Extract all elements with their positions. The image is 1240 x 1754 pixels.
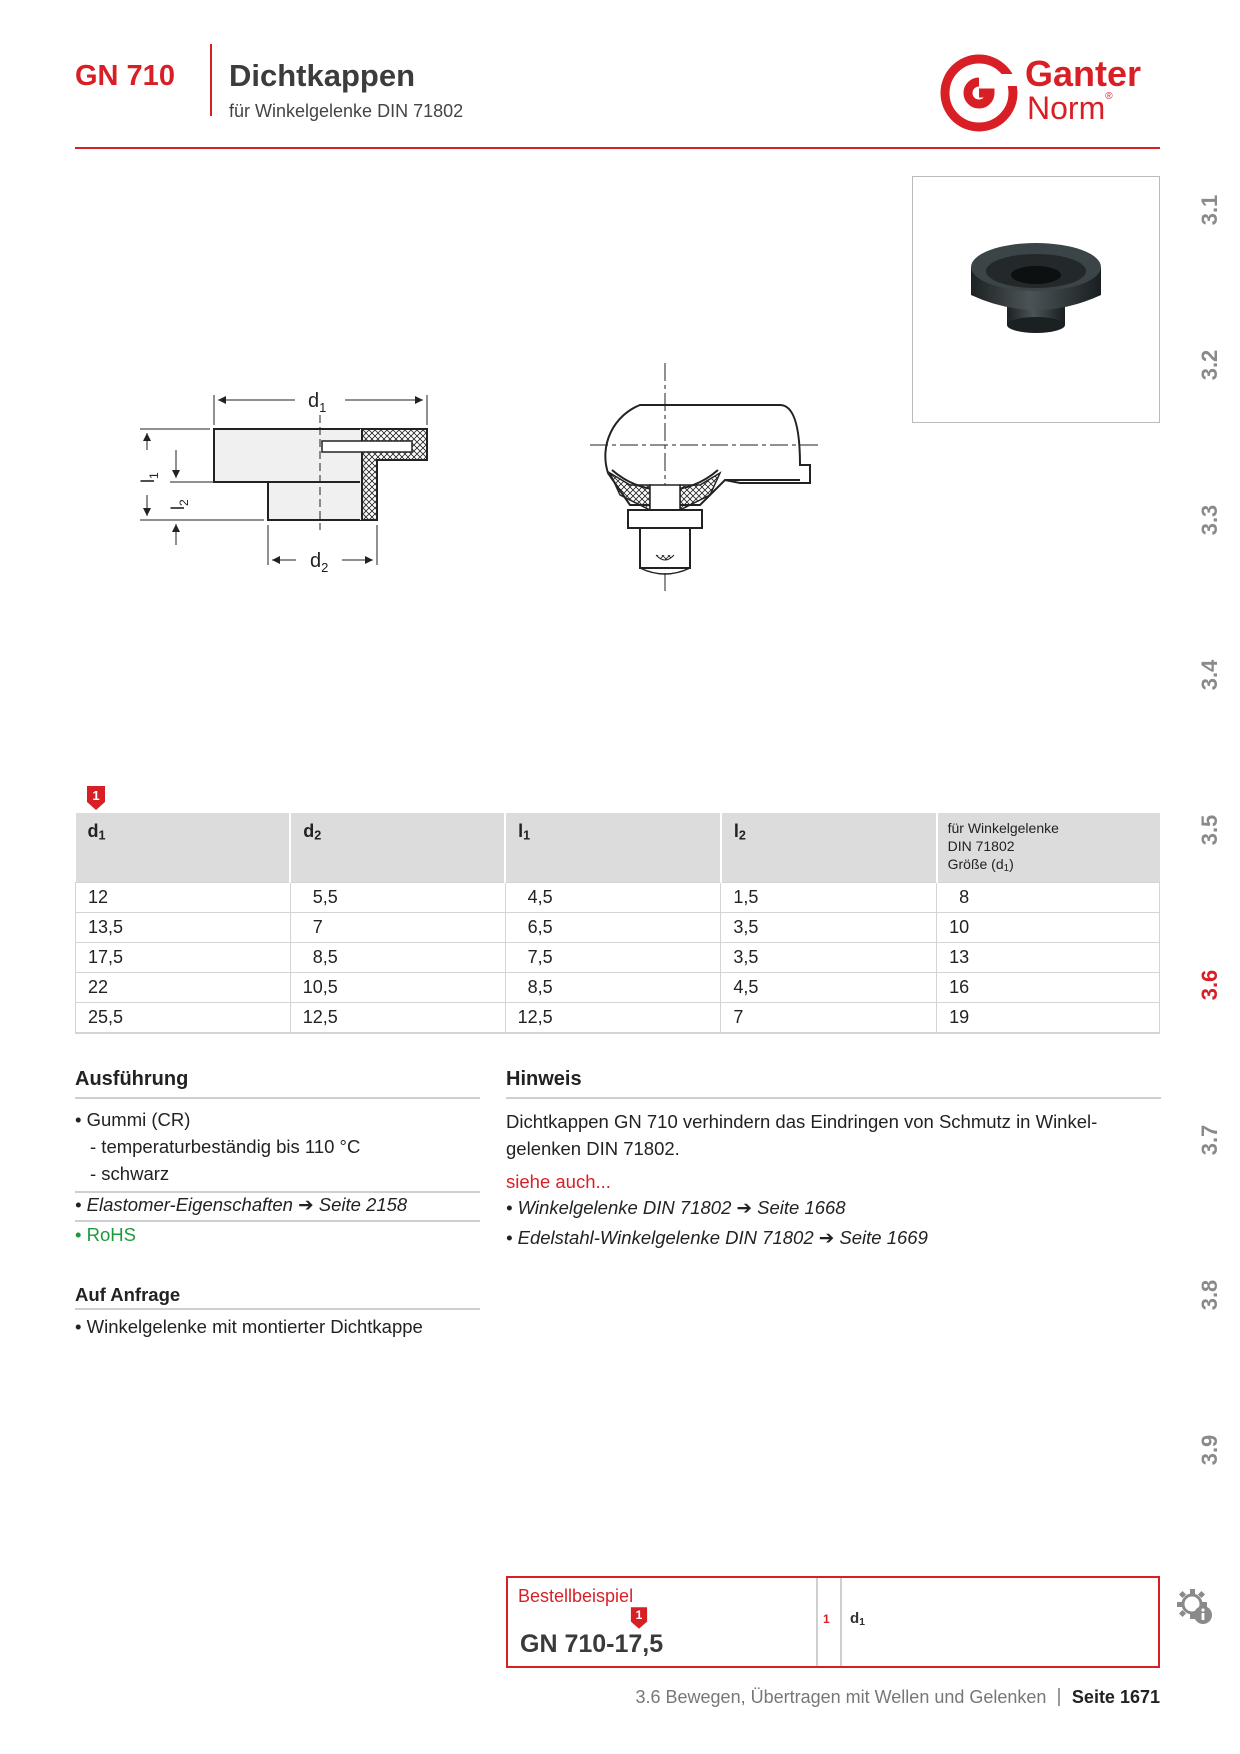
product-code: GN 710 xyxy=(75,60,175,92)
cell-size: 16 xyxy=(937,973,1160,1003)
col-header-size: für Winkelgelenke DIN 71802 Größe $(d_1)$ xyxy=(937,813,1160,883)
dim-l1-label: $l_1$ xyxy=(138,472,161,483)
link-winkelgelenke[interactable]: • Winkelgelenke DIN 71802 ➔ Seite 1668 xyxy=(506,1197,846,1218)
page-subtitle: für Winkelgelenke DIN 71802 xyxy=(229,101,464,121)
table-row xyxy=(76,1003,1160,1034)
cell-l2: 3,5 xyxy=(721,943,937,973)
order-example-label: Bestellbeispiel xyxy=(518,1586,634,1606)
order-position-marker: 1 xyxy=(630,1607,648,1629)
section-rule xyxy=(506,1097,1161,1099)
dim-l2-label: $l_2$ xyxy=(168,499,191,510)
cell-d2: 5,5 xyxy=(290,883,505,913)
cell-size: 13 xyxy=(937,943,1160,973)
cell-d1: 12 xyxy=(76,883,291,913)
chapter-tab-3-9[interactable]: 3.9 xyxy=(1197,1434,1222,1466)
col-header-l1: $l_1$ xyxy=(505,813,721,883)
list-divider xyxy=(75,1220,480,1222)
ball-joint-assembly-view xyxy=(590,363,820,595)
order-example-value: GN 710-17,5 xyxy=(520,1630,664,1658)
section-rule xyxy=(75,1097,480,1099)
cell-size: 8 xyxy=(937,883,1160,913)
header-rule xyxy=(75,147,1160,149)
ganter-g-icon xyxy=(940,54,1018,132)
cell-l1: 4,5 xyxy=(505,883,721,913)
list-item: - schwarz xyxy=(90,1163,170,1184)
see-also-label: siehe auch... xyxy=(506,1171,611,1192)
list-item: - temperaturbeständig bis 110 °C xyxy=(90,1136,361,1157)
logo-word-norm: Norm® xyxy=(1027,90,1113,126)
cell-l1: 12,5 xyxy=(505,1003,721,1034)
cell-l2: 4,5 xyxy=(721,973,937,1003)
cell-d1: 22 xyxy=(76,973,291,1003)
footer-section: 3.6 Bewegen, Übertragen mit Wellen und Gelenken xyxy=(635,1687,1047,1707)
logo-word-ganter: Ganter xyxy=(1025,53,1142,94)
chapter-tab-3-5[interactable]: 3.5 xyxy=(1197,814,1222,846)
dim-d2-label: $d_2$ xyxy=(310,550,329,575)
cell-d1: 25,5 xyxy=(76,1003,291,1034)
chapter-nav xyxy=(1190,180,1230,1480)
page-footer xyxy=(500,1687,1160,1708)
table-row xyxy=(76,973,1160,1003)
dimensions-table xyxy=(75,813,1160,1034)
technical-drawing xyxy=(120,355,850,615)
table-row xyxy=(76,943,1160,973)
order-legend-number: 1 xyxy=(823,1612,830,1626)
table-row xyxy=(76,883,1160,913)
section-title-ausfuehrung: Ausführung xyxy=(75,1068,189,1090)
list-item: • Winkelgelenke mit montierter Dichtkappe xyxy=(75,1316,423,1337)
gear-info-icon[interactable] xyxy=(1174,1586,1214,1626)
order-example-box xyxy=(506,1576,1160,1668)
cell-l1: 6,5 xyxy=(505,913,721,943)
col-header-l2: $l_2$ xyxy=(721,813,937,883)
col-header-d2: $d_2$ xyxy=(290,813,505,883)
product-photo xyxy=(912,176,1160,423)
cell-l1: 7,5 xyxy=(505,943,721,973)
dim-d1-label: $d_1$ xyxy=(308,390,327,415)
ganter-norm-logo xyxy=(940,52,1160,132)
cell-l2: 1,5 xyxy=(721,883,937,913)
header-divider xyxy=(210,44,212,116)
order-legend-variable: $d_1$ xyxy=(850,1610,866,1629)
cell-l2: 3,5 xyxy=(721,913,937,943)
list-divider xyxy=(75,1191,480,1193)
section-title-hinweis: Hinweis xyxy=(506,1068,582,1090)
cap-section-view xyxy=(138,390,427,575)
section-rule xyxy=(75,1308,480,1310)
chapter-tab-3-1[interactable]: 3.1 xyxy=(1197,194,1222,226)
link-edelstahl-winkelgelenke[interactable]: • Edelstahl-Winkelgelenke DIN 71802 ➔ Seite 1669 xyxy=(506,1227,928,1248)
chapter-tab-3-4[interactable]: 3.4 xyxy=(1197,659,1222,691)
cell-d2: 10,5 xyxy=(290,973,505,1003)
order-divider xyxy=(840,1578,842,1666)
position-marker: 1 xyxy=(86,786,106,810)
cell-size: 10 xyxy=(937,913,1160,943)
table-header-row xyxy=(76,813,1160,883)
chapter-tab-3-6[interactable]: 3.6 xyxy=(1197,969,1222,1001)
order-divider xyxy=(816,1578,818,1666)
chapter-tab-3-7[interactable]: 3.7 xyxy=(1197,1124,1222,1156)
link-elastomer-properties[interactable]: • Elastomer-Eigenschaften ➔ Seite 2158 xyxy=(75,1194,408,1215)
cell-size: 19 xyxy=(937,1003,1160,1034)
cell-d2: 8,5 xyxy=(290,943,505,973)
rohs-label: • RoHS xyxy=(75,1224,136,1245)
page-title: Dichtkappen xyxy=(229,58,416,93)
section-title-auf-anfrage: Auf Anfrage xyxy=(75,1284,181,1305)
col-header-d1: $d_1$ xyxy=(76,813,291,883)
hinweis-text: Dichtkappen GN 710 verhindern das Eindringen von Schmutz in Winkel-gelenken DIN 71802. xyxy=(506,1111,1098,1159)
chapter-tab-3-2[interactable]: 3.2 xyxy=(1197,349,1222,381)
chapter-tab-3-3[interactable]: 3.3 xyxy=(1197,504,1222,536)
table-row xyxy=(76,913,1160,943)
cell-d2: 7 xyxy=(290,913,505,943)
cell-d1: 13,5 xyxy=(76,913,291,943)
footer-page-number: Seite 1671 xyxy=(1071,1687,1160,1707)
cell-d1: 17,5 xyxy=(76,943,291,973)
chapter-tab-3-8[interactable]: 3.8 xyxy=(1197,1279,1222,1311)
cell-d2: 12,5 xyxy=(290,1003,505,1034)
footer-separator xyxy=(1058,1688,1060,1706)
list-item: • Gummi (CR) xyxy=(75,1109,191,1130)
cell-l2: 7 xyxy=(721,1003,937,1034)
cell-l1: 8,5 xyxy=(505,973,721,1003)
